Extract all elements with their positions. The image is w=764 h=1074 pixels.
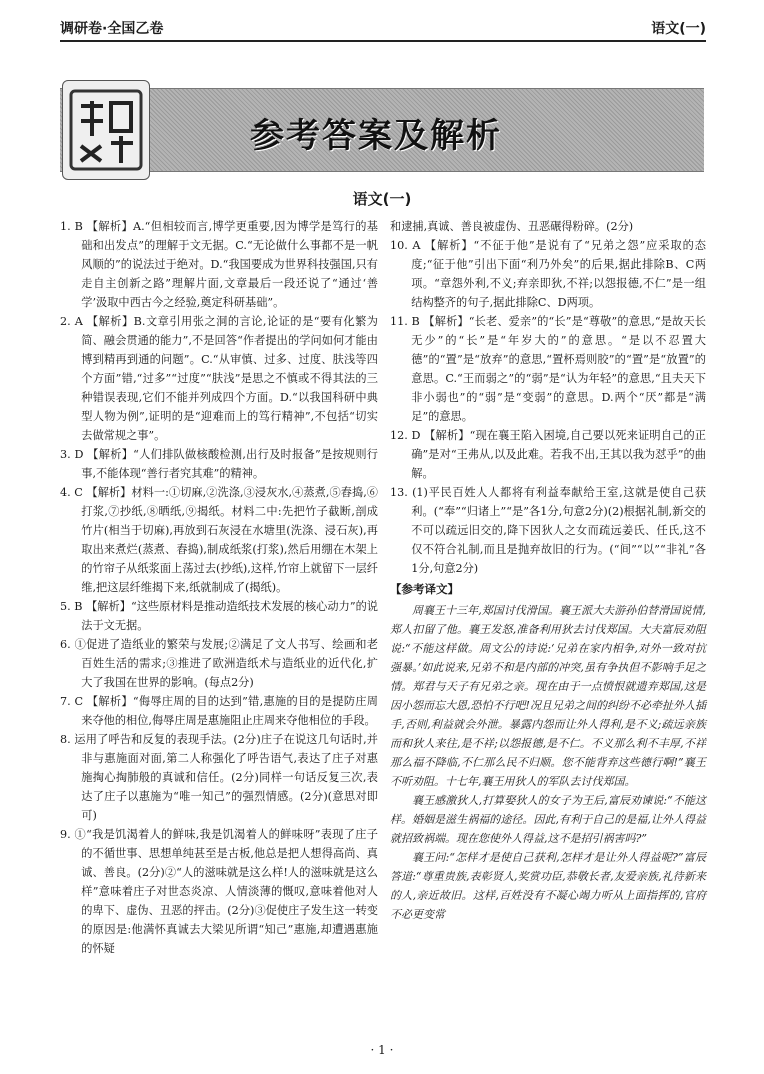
answer-item: 9. ①“我是饥渴着人的鲜味,我是饥渴着人的鲜味呀”表现了庄子的不循世事、思想单纯甚至是古板,他总是把人想得高尚、真诚、善良。(2分)②“人的滋味就是这么样!人的滋味就是这么样”意味着庄子对世态炎凉、人情淡薄的慨叹,意味着他对人的卑下、虚伪、丑恶的抨击。(2分)③促使庄子发生这一转变的原因是:他满怀真诚去大梁见所谓“知己”惠施,却遭遇惠施的怀疑 (60, 828, 378, 955)
answer-item: 3. D 【解析】“人们排队做核酸检测,出行及时报备”是按规则行事,不能体现“善行者究其难”的精神。 (60, 448, 378, 480)
answer-item: 7. C 【解析】“侮辱庄周的目的达到”错,惠施的目的是提防庄周来夺他的相位,侮辱庄周是惠施阻止庄周来夺他相位的手段。 (60, 695, 378, 727)
answer-continuation: 和逮捕,真诚、善良被虚伪、丑恶碾得粉碎。(2分) (390, 220, 634, 233)
answer-item: 1. B 【解析】A.“但相较而言,博学更重要,因为博学是笃行的基础和出发点”的理解于文无据。C.“无论做什么事都不是一帆风顺的”的说法过于绝对。D.“我国要成为世界科技强国,只有走自主创新之路”理解片面,文章最后一段还说了“通过‘善学’汲取中西古今之经验,奠定科研基础”。 (60, 220, 378, 309)
right-column (390, 217, 706, 924)
header-rule (60, 40, 706, 42)
header (60, 16, 706, 38)
answer-item: 2. A 【解析】B.文章引用张之洞的言论,论证的是“要有化繁为简、融会贯通的能力”,不是回答“作者提出的学问如何才能由博到精再到通的问题”。C.“从审慎、过多、过度、肤浅等四个方面”错,“过多”“过度”“肤浅”是思之不慎或不得其法的三种错误表现,它们不能并列成四个方面。D.“以我国科研中典型人物为例”,证明的是“迎难而上的笃行精神”,不包括“切实去做常规之事”。 (60, 315, 378, 442)
page-number: · 1 · (370, 1043, 394, 1057)
answer-item: 6. ①促进了造纸业的繁荣与发展;②满足了文人书写、绘画和老百姓生活的需求;③推进了欧洲造纸术与造纸业的近代化,扩大了我国在世界的影响。(每点2分) (60, 638, 378, 689)
banner-title: 参考答案及解析 (250, 116, 502, 156)
answer-item: 4. C 【解析】材料一:①切麻,②洗涤,③浸灰水,④蒸煮,⑤舂捣,⑥打浆,⑦抄纸,⑧晒纸,⑨揭纸。材料二中:先把竹子截断,剖成竹片(相当于切麻),再放到石灰浸在水塘里(洗涤、浸石灰),再取出来煮烂(蒸煮、舂捣),制成纸浆(打浆),然后用绷在木架上的竹帘子从纸浆面上荡过去(抄纸),这样,竹帘上就留下一层纤维,把这层纤维揭下来,纸就制成了(揭纸)。 (60, 486, 378, 594)
answer-item: 12. D 【解析】“现在襄王陷入困境,自己要以死来证明自己的正确”是对“王弗从,以及此难。若我不出,王其以我为怼乎”的曲解。 (390, 429, 706, 480)
answer-item: 11. B 【解析】“长老、爱亲”的“长”是“尊敬”的意思,“是故天长无少”的“长”是“年岁大的”的意思。“是以不忍置大德”的“置”是“放弃”的意思,“置杯焉则胶”的“置”是“放置”的意思。C.“王而弱之”的“弱”是“认为年轻”的意思,“且夫天下非小弱也”的“弱”是“变弱”的意思。D.两个“厌”都是“满足”的意思。 (390, 315, 706, 423)
answer-item: 13. (1)平民百姓人人都将有利益奉献给王室,这就是使自己获利。(“奉”“归诸上”“是”各1分,句意2分)(2)根据礼制,新交的不可以疏远旧交的,降下因狄人之女而疏远姜氏、任氏,这不仅不符合礼制,而且是抛弃故旧的行为。(“间”“以”“非礼”各1分,句意2分) (390, 486, 706, 575)
seal-logo-icon (62, 80, 150, 180)
translation-paragraph: 周襄王十三年,郑国讨伐滑国。襄王派大夫游孙伯替滑国说情,郑人扣留了他。襄王发怒,准备利用狄去讨伐郑国。大夫富辰劝阻说:“不能这样做。周文公的诗说:‘兄弟在家内相争,对外一致对抗强暴。’如此说来,兄弟不和是内部的冲突,虽有争执但不影响手足之情。郑君与天子有兄弟之亲。现在由于一点愤恨就遗弃郑国,这是因小怨而忘大恩,恐怕不行吧!况且兄弟之间的纠纷不必牵扯外人插手,否则,利益就会外泄。暴露内怨而让外人得利,是不义;疏远亲族而和狄人来往,是不祥;以怨报德,是不仁。不义那么利不丰厚,不祥那么福不降临,不仁那么民不归顺。您不能背弃这些德行啊!”襄王不听劝阻。十七年,襄王用狄人的军队去讨伐郑国。 (390, 604, 706, 788)
subject-title: 语文(一) (352, 190, 412, 208)
translation-paragraph: 襄王感激狄人,打算娶狄人的女子为王后,富辰劝谏说:“不能这样。婚姻是滋生祸福的途径。因此,有利于自己的是福,让外人得益就招致祸端。现在您使外人得益,这不是招引祸害吗?” (390, 794, 706, 845)
header-left: 调研卷·全国乙卷 (60, 21, 164, 37)
header-right: 语文(一) (651, 21, 706, 37)
answer-item: 5. B 【解析】“这些原材料是推动造纸技术发展的核心动力”的说法于文无据。 (60, 600, 378, 632)
answer-item: 8. 运用了呼告和反复的表现手法。(2分)庄子在说这几句话时,并非与惠施面对面,第二人称强化了呼告语气,表达了庄子对惠施掏心掏肺般的真诚和信任。(2分)同样一句话反复三次,表达了庄子以惠施为“唯一知己”的强烈情感。(2分)(意思对即可) (60, 733, 378, 822)
left-column (60, 217, 378, 958)
translation-paragraph: 襄王问:“怎样才是使自己获利,怎样才是让外人得益呢?”富辰答道:“尊重贵族,表彰贤人,奖赏功臣,恭敬长者,友爱亲族,礼待新来的人,亲近故旧。这样,百姓没有不凝心竭力听从上面指挥的,官府不必更变常 (390, 851, 706, 921)
translation-heading: 【参考译文】 (390, 582, 459, 596)
answer-item: 10. A 【解析】“不征于他”是说有了“兄弟之怨”应采取的态度;“征于他”引出下面“利乃外矣”的后果,据此排除B、C两项。“章怨外利,不义;弃亲即狄,不祥;以怨报德,不仁”是一组结构整齐的句子,据此排除C、D两项。 (390, 239, 706, 309)
